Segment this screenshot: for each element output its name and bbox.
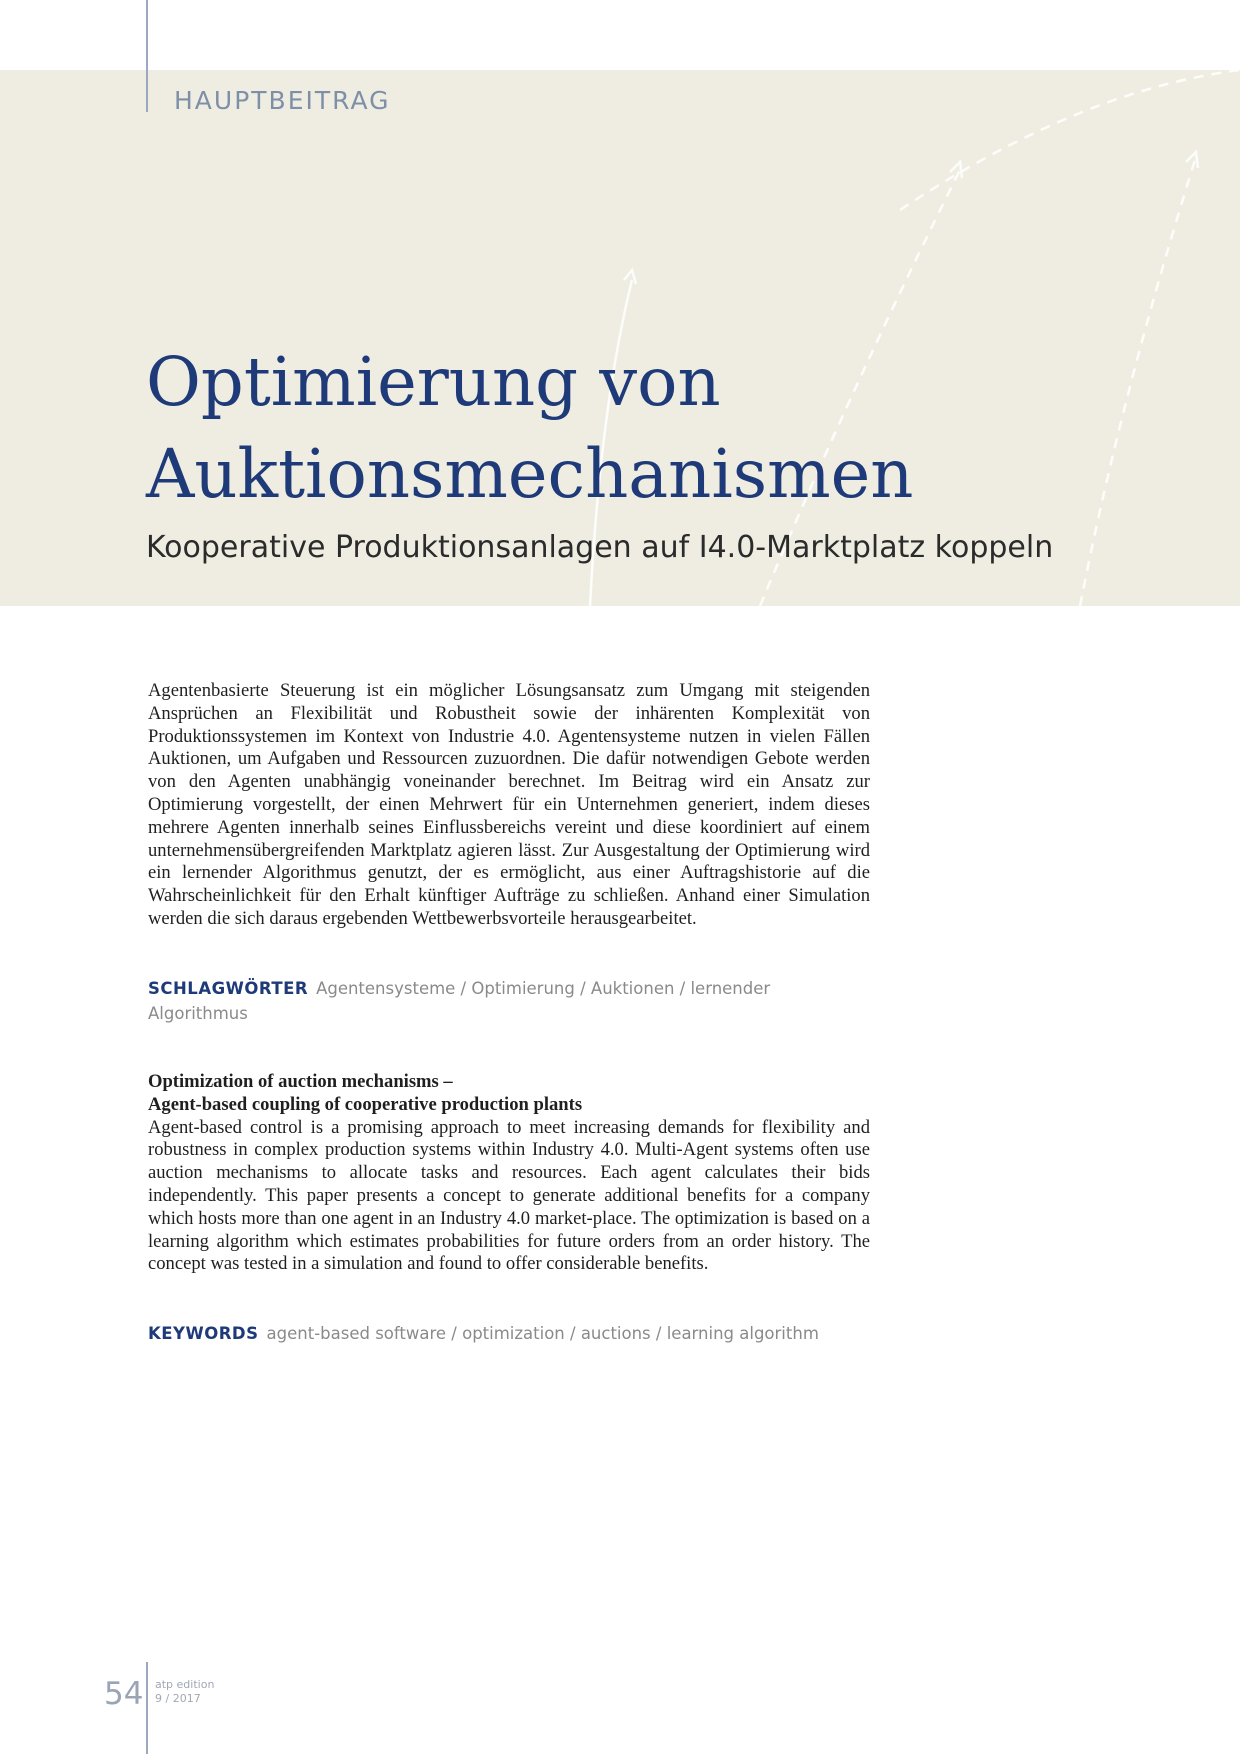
vertical-rule-top <box>146 0 148 112</box>
journal-info <box>155 1678 214 1706</box>
abstract-english-block <box>148 1071 870 1276</box>
keywords-german-list: Agentensysteme / Optimierung / Auktionen / lernender Algorithmus <box>148 979 771 1023</box>
journal-name: atp edition <box>155 1678 215 1691</box>
english-title-line-2: Agent-based coupling of cooperative production plants <box>148 1093 583 1115</box>
article-title <box>146 336 913 520</box>
title-line-2: Auktionsmechanismen <box>146 435 914 513</box>
english-title-line-1: Optimization of auction mechanisms – <box>148 1071 453 1092</box>
english-title <box>148 1071 870 1117</box>
page-number: 54 <box>104 1676 144 1712</box>
abstract-german: Agentenbasierte Steuerung ist ein möglicher Lösungsansatz zum Umgang mit steigenden Ansprüchen an Flexibilität und Robustheit sowie der inhärenten Komplexität von Produktionssystemen im Kontext von Industrie 4.0. Agentensysteme nutzen in vielen Fällen Auktionen, um Aufgaben und Ressourcen zuzuordnen. Die dafür notwendigen Gebote werden von den Agenten unabhängig voneinander berechnet. Im Beitrag wird ein Ansatz zur Optimierung vorgestellt, der einen Mehrwert für ein Unternehmen generiert, indem dieses mehrere Agenten innerhalb seines Einflussbereichs vereint und diese koordiniert auf einem unternehmensübergreifenden Marktplatz agieren lässt. Zur Ausgestaltung der Optimierung wird ein lernender Algorithmus genutzt, der es ermöglicht, aus einer Auftragshistorie auf die Wahrscheinlichkeit für den Erhalt künftiger Aufträge zu schließen. Anhand einer Simulation werden die sich daraus ergebenden Wettbewerbsvorteile herausgearbeitet. <box>148 680 870 929</box>
keywords-german-label: SCHLAGWÖRTER <box>148 979 309 998</box>
keywords-english-label: KEYWORDS <box>148 1324 259 1343</box>
article-subtitle: Kooperative Produktionsanlagen auf I4.0-Marktplatz koppeln <box>146 530 1054 565</box>
abstract-english: Agent-based control is a promising approach to meet increasing demands for flexibility and robustness in complex production systems within Industry 4.0. Multi-Agent systems often use auction mechanisms to allocate tasks and resources. Each agent calculates their bids independently. This paper presents a concept to generate additional benefits for a company which hosts more than one agent in an Industry 4.0 market-place. The optimization is based on a learning algorithm which estimates probabilities for future orders from an order history. The concept was tested in a simulation and found to offer considerable benefits. <box>148 1116 870 1275</box>
title-line-1: Optimierung von <box>146 343 721 421</box>
vertical-rule-bottom <box>146 1662 148 1754</box>
journal-issue: 9 / 2017 <box>155 1692 201 1705</box>
keywords-german <box>148 976 870 1026</box>
keywords-english-list: agent-based software / optimization / auctions / learning algorithm <box>266 1324 819 1343</box>
section-label: HAUPTBEITRAG <box>174 86 391 115</box>
keywords-english <box>148 1321 870 1346</box>
